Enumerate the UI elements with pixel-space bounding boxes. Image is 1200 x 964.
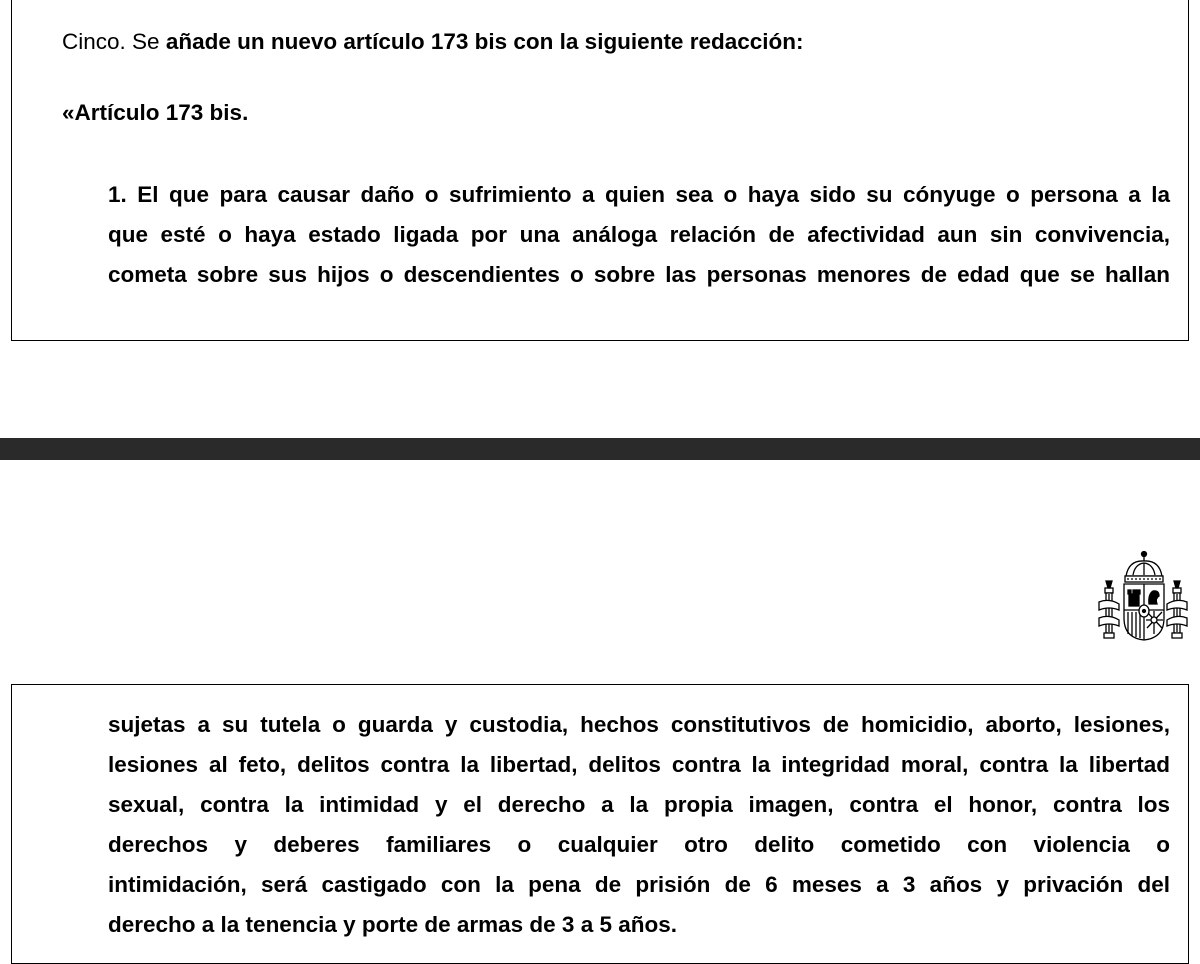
article-paragraph-continued [108, 705, 1170, 945]
article-heading: «Artículo 173 bis. [62, 100, 249, 125]
paragraph-line: sujetas a su tutela o guarda y custodia, hechos constitutivos de homicidio, aborto, lesiones, [108, 712, 1170, 737]
amendment-intro [62, 29, 803, 55]
article-paragraph-1 [108, 175, 1170, 295]
paragraph-line: sexual, contra la intimidad y el derecho a la propia imagen, contra el honor, contra los [108, 792, 1170, 817]
paragraph-line: derechos y deberes familiares o cualquier otro delito cometido con violencia o [108, 832, 1170, 857]
paragraph-line: lesiones al feto, delitos contra la libertad, delitos contra la integridad moral, contra la libertad [108, 752, 1170, 777]
intro-plain-text: Cinco. Se [62, 29, 166, 54]
paragraph-line: intimidación, será castigado con la pena de prisión de 6 meses a 3 años y privación del [108, 872, 1170, 897]
intro-bold-text: añade un nuevo artículo 173 bis con la siguiente redacción: [165, 29, 804, 54]
paragraph-line: derecho a la tenencia y porte de armas de 3 a 5 años. [108, 912, 677, 937]
paragraph-line: que esté o haya estado ligada por una análoga relación de afectividad aun sin convivencia, [108, 222, 1170, 247]
page-2-text-box [11, 684, 1189, 964]
page-separator-bar [0, 438, 1200, 460]
paragraph-line: 1. El que para causar daño o sufrimiento a quien sea o haya sido su cónyuge o persona a la [108, 182, 1170, 207]
page-1-text-box [11, 0, 1189, 341]
paragraph-line: cometa sobre sus hijos o descendientes o sobre las personas menores de edad que se hallan [108, 262, 1170, 287]
spain-coat-of-arms-icon [1093, 548, 1191, 644]
